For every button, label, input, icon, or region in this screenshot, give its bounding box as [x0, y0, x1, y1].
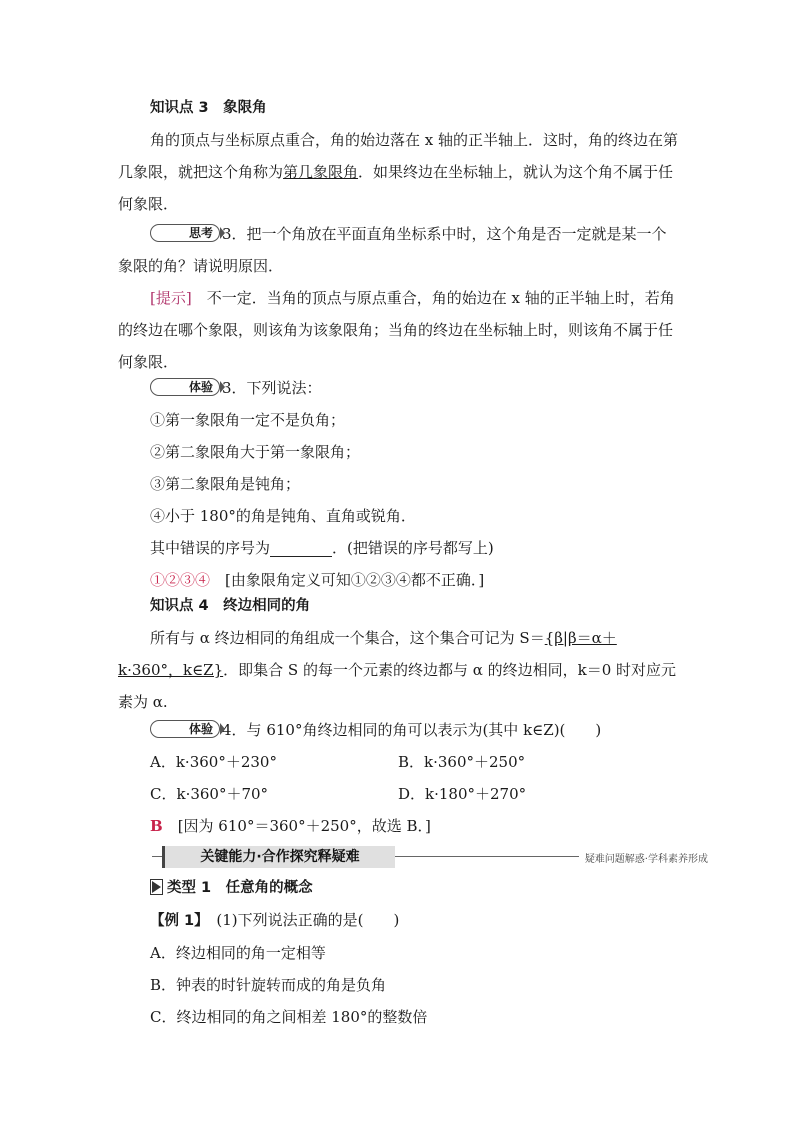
think-hint: [提示] 不一定．当角的顶点与原点重合，角的始边在 x 轴的正半轴上时，若角的终边在哪个象限，则该角为该象限角；当角的终边在坐标轴上时，则该角不属于任何象限．	[118, 289, 675, 371]
list-item: ③第二象限角是钝角；	[150, 475, 301, 493]
option-a: A．终边相同的角一定相等	[150, 944, 326, 962]
try-4-answer: B [因为 610°＝360°＋250°，故选 B．]	[150, 817, 431, 835]
section-banner	[152, 846, 708, 868]
option-b: B．k·360°＋250°	[398, 753, 526, 771]
try-tag: 体验	[150, 720, 220, 738]
play-triangle-icon	[152, 881, 161, 893]
example-label: 【例 1】	[150, 913, 202, 929]
section-subtitle: 疑难问题解惑·学科素养形成	[579, 850, 708, 865]
think-section	[118, 218, 678, 378]
option-b: B．钟表的时针旋转而成的角是负角	[150, 976, 387, 994]
knowledge-4-heading: 知识点 4 终边相同的角	[150, 598, 311, 614]
set-notation: {β|β＝α＋k·360°，k∈Z}	[118, 629, 617, 679]
type-1-heading: 类型 1 任意角的概念	[118, 872, 678, 904]
knowledge-4-section	[118, 590, 678, 718]
list-item: ①第一象限角一定不是负角；	[150, 411, 346, 429]
try-3-section	[118, 372, 678, 596]
example-1-question: 【例 1】 (1)下列说法正确的是( )	[150, 911, 400, 929]
answer-text: ①②③④	[150, 571, 211, 589]
try-4-question: 体验 4．与 610°角终边相同的角可以表示为(其中 k∈Z)( )	[118, 714, 678, 746]
term-quadrant-angle: 第几象限角	[283, 163, 359, 181]
option-c: C．k·360°＋70°	[150, 785, 269, 803]
list-item: ②第二象限角大于第一象限角；	[150, 443, 361, 461]
knowledge-3-heading: 知识点 3 象限角	[150, 100, 267, 116]
answer-blank	[270, 538, 332, 557]
option-d: D．k·180°＋270°	[398, 785, 527, 803]
try-3-question: 体验 3．下列说法：	[118, 372, 678, 404]
section-title: 关键能力·合作探究释疑难	[162, 846, 395, 868]
knowledge-3-section	[118, 92, 678, 220]
list-item: ④小于 180°的角是钝角、直角或锐角．	[150, 507, 416, 525]
try-tag: 体验	[150, 378, 220, 396]
knowledge-4-paragraph: 所有与 α 终边相同的角组成一个集合，这个集合可记为 S＝{β|β＝α＋k·360°，k∈Z}．即集合 S 的每一个元素的终边都与 α 的终边相同，k＝0 时对应元素为 α.	[118, 629, 677, 711]
try-4-section	[118, 714, 678, 842]
answer-text: B	[150, 817, 163, 835]
think-question: 思考 3．把一个角放在平面直角坐标系中时，这个角是否一定就是某一个象限的角？请说明原因．	[118, 225, 667, 275]
hint-label: [提示]	[150, 289, 192, 307]
option-c: C．终边相同的角之间相差 180°的整数倍	[150, 1008, 428, 1026]
options-row	[118, 746, 678, 778]
knowledge-3-paragraph: 角的顶点与坐标原点重合，角的始边落在 x 轴的正半轴上．这时，角的终边在第几象限，就把这个角称为第几象限角．如果终边在坐标轴上，就认为这个角不属于任何象限．	[118, 131, 678, 213]
options-row	[118, 778, 678, 810]
think-tag: 思考	[150, 224, 220, 242]
option-a: A．k·360°＋230°	[150, 753, 277, 771]
example-section	[118, 872, 678, 1033]
try-3-ask: 其中错误的序号为 ．(把错误的序号都写上)	[150, 539, 494, 557]
try-3-answer: ①②③④ [由象限角定义可知①②③④都不正确．]	[150, 571, 485, 589]
